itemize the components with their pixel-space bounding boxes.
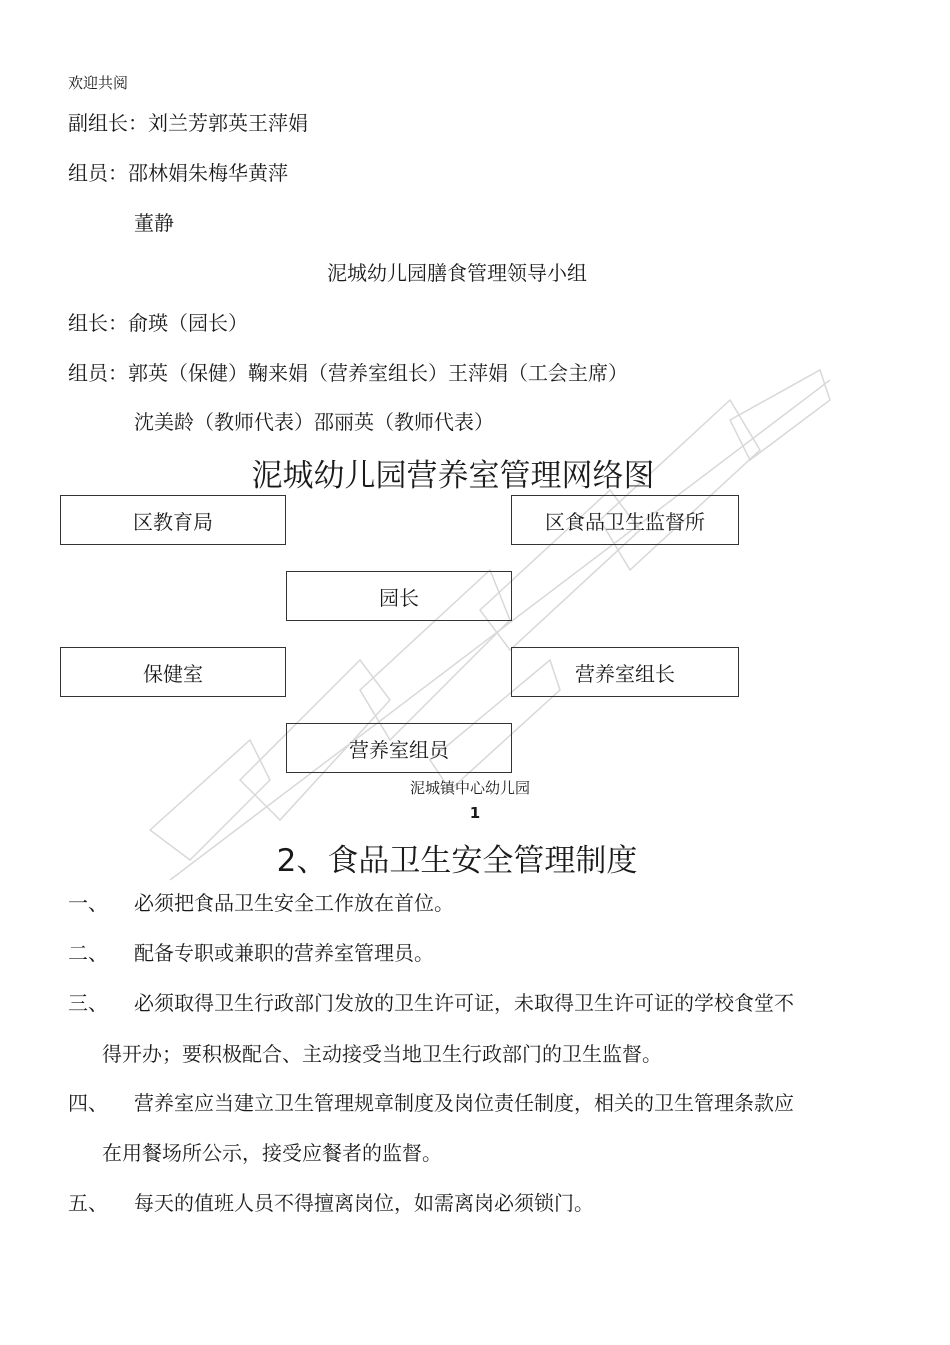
leader-line: 组长：俞瑛（园长） <box>68 311 248 335</box>
network-chart-title: 泥城幼儿园营养室管理网络图 <box>251 458 655 494</box>
members-line-cont: 董静 <box>134 211 174 235</box>
header-note: 欢迎共阅 <box>68 74 129 92</box>
item-5-text: 每天的值班人员不得擅离岗位，如需离岗必须锁门。 <box>134 1191 594 1215</box>
box-health-room: 保健室 <box>60 647 286 697</box>
committee-members-line: 组员：郭英（保健）鞠来娟（营养室组长）王萍娟（工会主席） <box>68 361 628 385</box>
item-3-text: 必须取得卫生行政部门发放的卫生许可证，未取得卫生许可证的学校食堂不 <box>134 991 794 1015</box>
item-1-text: 必须把食品卫生安全工作放在首位。 <box>134 891 454 915</box>
box-principal: 园长 <box>286 571 512 621</box>
members-line: 组员：邵林娟朱梅华黄萍 <box>68 161 288 185</box>
item-1-number: 一、 <box>68 891 108 915</box>
item-3-number: 三、 <box>68 991 108 1015</box>
box-bureau: 区教育局 <box>60 495 286 545</box>
box-nutrition-leader: 营养室组长 <box>511 647 739 697</box>
page-number: 1 <box>469 804 481 822</box>
item-4-text: 营养室应当建立卫生管理规章制度及岗位责任制度，相关的卫生管理条款应 <box>134 1091 794 1115</box>
committee-members-cont: 沈美龄（教师代表）邵丽英（教师代表） <box>134 410 494 434</box>
item-4-number: 四、 <box>68 1091 108 1115</box>
vice-leader-line: 副组长：刘兰芳郭英王萍娟 <box>68 111 308 135</box>
item-2-text: 配备专职或兼职的营养室管理员。 <box>134 941 434 965</box>
item-4-continuation: 在用餐场所公示，接受应餐者的监督。 <box>102 1141 442 1165</box>
committee-title: 泥城幼儿园膳食管理领导小组 <box>327 261 587 285</box>
box-nutrition-members: 营养室组员 <box>286 723 512 773</box>
box-food-supervision: 区食品卫生监督所 <box>511 495 739 545</box>
item-5-number: 五、 <box>68 1191 108 1215</box>
item-3-continuation: 得开办；要积极配合、主动接受当地卫生行政部门的卫生监督。 <box>102 1042 662 1066</box>
footer-org: 泥城镇中心幼儿园 <box>409 779 530 797</box>
item-2-number: 二、 <box>68 941 108 965</box>
section2-title: 2、食品卫生安全管理制度 <box>276 843 638 879</box>
